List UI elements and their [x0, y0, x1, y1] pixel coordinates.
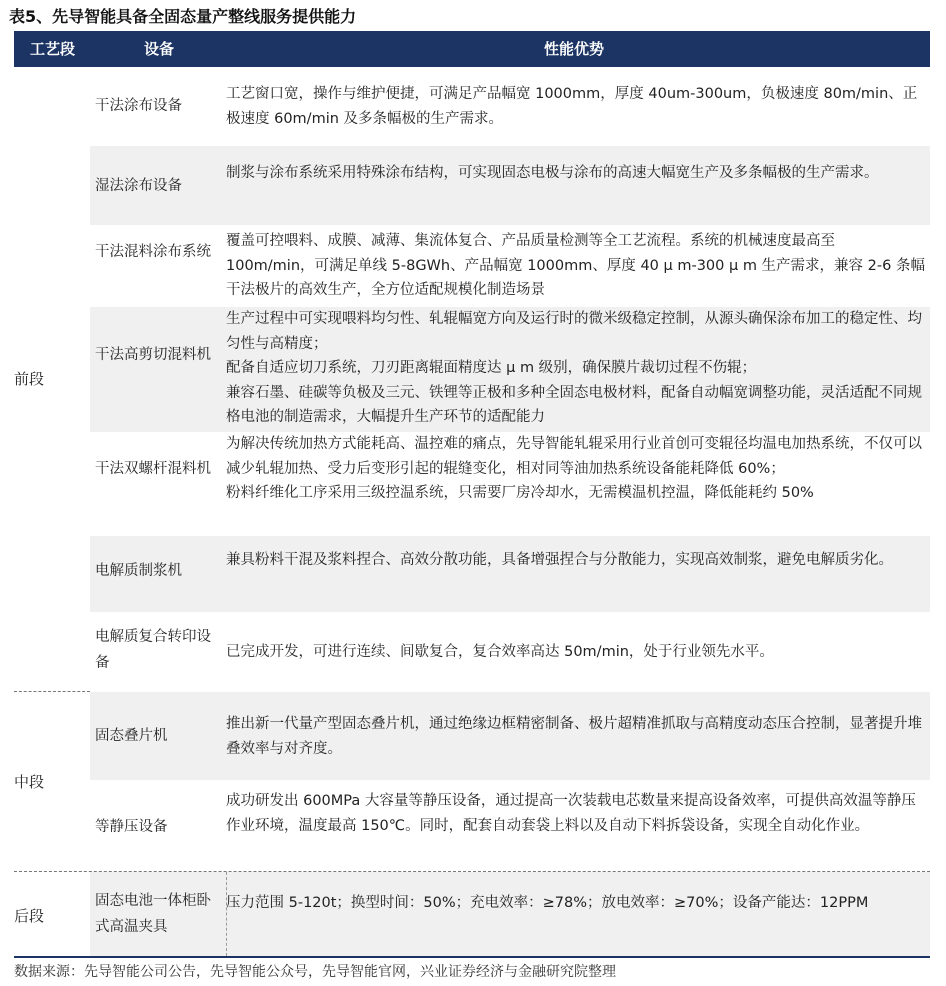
equipment-name: 等静压设备 [95, 819, 168, 835]
header-equipment: 设备 [144, 40, 175, 58]
advantage-text: 已完成开发，可进行连续、间歇复合，复合效率高达 50m/min，处于行业领先水平。 [226, 644, 774, 660]
advantage-text [226, 307, 926, 430]
header-stage: 工艺段 [30, 40, 76, 58]
table-row [90, 225, 930, 307]
equipment-name: 固态电池一体柜卧式高温夹具 [95, 893, 211, 935]
equipment-name: 干法双螺杆混料机 [95, 461, 211, 477]
equipment-name: 干法高剪切混料机 [95, 347, 211, 363]
equipment-name: 电解质制浆机 [95, 563, 182, 579]
table-row [90, 307, 930, 432]
equipment-name: 固态叠片机 [95, 728, 168, 744]
table-row [90, 536, 930, 612]
stage-label-front: 前段 [14, 370, 45, 388]
table-row [90, 872, 930, 956]
advantage-line: 兼容石墨、硅碳等负极及三元、铁锂等正极和多种全固态电极材料，配备自动幅宽调整功能，灵活适配不同规格电池的制造需求，大幅提升生产环节的适配能力 [226, 384, 922, 425]
stage-label-back: 后段 [14, 907, 45, 925]
advantage-line: 为解决传统加热方式能耗高、温控难的痛点，先导智能轧辊采用行业首创可变辊径均温电加热系统，不仅可以减少轧辊加热、受力后变形引起的辊缝变化，相对同等油加热系统设备能耗降低 60%； [226, 436, 922, 477]
advantage-line: 配备自适应切刀系统，刀刃距离辊面精度达 μ m 级别，确保膜片裁切过程不伤辊； [226, 360, 757, 376]
table-row [90, 432, 930, 536]
header-advantage: 性能优势 [544, 40, 605, 58]
advantage-line: 生产过程中可实现喂料均匀性、轧辊幅宽方向及运行时的微米级稳定控制，从源头确保涂布加工的稳定性、均匀性与高精度； [226, 311, 922, 352]
advantage-line: 粉料纤维化工序采用三级控温系统，只需要厂房冷却水，无需模温机控温，降低能耗约 50% [226, 485, 814, 501]
advantage-text [226, 432, 926, 506]
table-bottom-border [14, 956, 930, 958]
equipment-name: 湿法涂布设备 [95, 178, 182, 194]
stage-separator [14, 871, 930, 872]
table-row [90, 612, 930, 692]
advantage-text: 成功研发出 600MPa 大容量等静压设备，通过提高一次装载电芯数量来提高设备效率，可提供高效温等静压作业环境，温度最高 150℃。同时，配套自动套袋上料以及自动下料拆袋设备，实现全自动化作业。 [226, 793, 916, 834]
table-row [90, 67, 930, 146]
table-title: 表5、先导智能具备全固态量产整线服务提供能力 [9, 7, 357, 26]
equipment-name: 电解质复合转印设备 [95, 629, 211, 671]
advantage-text: 工艺窗口宽，操作与维护便捷，可满足产品幅宽 1000mm，厚度 40um-300um，负极速度 80m/min、正极速度 60m/min 及多条幅极的生产需求。 [226, 86, 918, 127]
table-header [14, 31, 930, 67]
advantage-text: 兼具粉料干混及浆料捏合、高效分散功能，具备增强捏合与分散能力，实现高效制浆，避免电解质劣化。 [226, 552, 893, 568]
equipment-name: 干法涂布设备 [95, 98, 182, 114]
stage-separator [14, 691, 90, 692]
advantage-text: 推出新一代量产型固态叠片机，通过绝缘边框精密制备、极片超精准抓取与高精度动态压合控制，显著提升堆叠效率与对齐度。 [226, 716, 922, 757]
stage-label-middle: 中段 [14, 773, 45, 791]
table-row [90, 780, 930, 872]
table-row [90, 692, 930, 780]
table-row [90, 146, 930, 225]
advantage-text: 覆盖可控喂料、成膜、减薄、集流体复合、产品质量检测等全工艺流程。系统的机械速度最高至 100m/min，可满足单线 5-8GWh、产品幅宽 1000mm、厚度 40 μ m-300 μ m 生产需求，兼容 2-6 条幅干法极片的高效生产，全方位适配规模化制造场景 [226, 233, 925, 298]
advantage-text: 制浆与涂布系统采用特殊涂布结构，可实现固态电极与涂布的高速大幅宽生产及多条幅极的生产需求。 [226, 165, 879, 181]
source-note: 数据来源：先导智能公司公告，先导智能公众号，先导智能官网，兴业证券经济与金融研究院整理 [14, 964, 616, 980]
advantage-text: 压力范围 5-120t；换型时间：50%；充电效率：≥78%；放电效率：≥70%；设备产能达：12PPM [226, 895, 869, 911]
equipment-name: 干法混料涂布系统 [95, 244, 211, 260]
column-separator [226, 872, 227, 956]
